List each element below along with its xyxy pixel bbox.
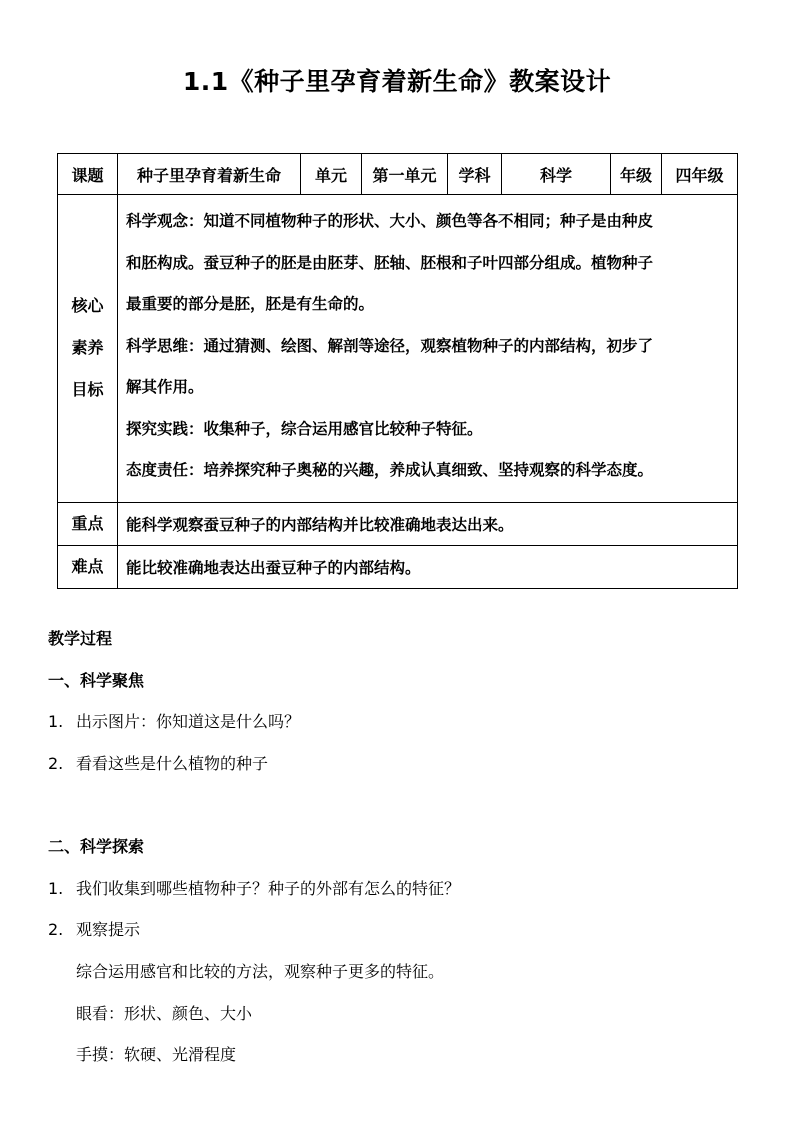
section-heading: 二、科学探索 [48, 837, 145, 856]
difficulty-label: 难点 [58, 545, 118, 588]
sub-line: 综合运用感官和比较的方法，观察种子更多的特征。 [76, 962, 445, 981]
goal-line: 和胚构成。蚕豆种子的胚是由胚芽、胚轴、胚根和子叶四部分组成。植物种子 [126, 253, 654, 272]
item-number: 2. [48, 754, 64, 773]
key-point-row [58, 502, 738, 545]
table-cell: 单元 [301, 154, 362, 195]
item-number: 1. [48, 712, 64, 731]
table-cell: 种子里孕育着新生命 [118, 154, 301, 195]
list-item [48, 709, 300, 732]
label-line: 素养 [71, 338, 104, 358]
label-line: 目标 [71, 380, 104, 400]
key-point-label: 重点 [58, 502, 118, 545]
sub-line: 眼看：形状、颜色、大小 [76, 1004, 253, 1023]
goal-line: 科学思维：通过猜测、绘图、解剖等途径，观察植物种子的内部结构，初步了 [126, 336, 654, 355]
list-item [48, 876, 460, 899]
list-item [48, 917, 140, 940]
item-text: 我们收集到哪些植物种子？种子的外部有怎么的特征？ [76, 879, 461, 898]
item-number: 1. [48, 879, 64, 898]
table-cell: 课题 [58, 154, 118, 195]
item-text: 出示图片：你知道这是什么吗？ [76, 712, 301, 731]
goal-line: 科学观念：知道不同植物种子的形状、大小、颜色等各不相同；种子是由种皮 [126, 212, 654, 230]
table-cell: 科学 [502, 154, 611, 195]
process-heading: 教学过程 [48, 629, 113, 648]
item-text: 看看这些是什么植物的种子 [76, 754, 269, 773]
document-title: 1.1《种子里孕育着新生命》教案设计 [182, 67, 612, 96]
label-line: 核心 [71, 296, 104, 316]
list-item [48, 751, 268, 774]
table-cell: 学科 [448, 154, 502, 195]
item-text: 观察提示 [76, 920, 141, 939]
table-cell: 四年级 [662, 154, 738, 195]
sub-line: 手摸：软硬、光滑程度 [76, 1045, 237, 1064]
difficulty-text: 能比较准确地表达出蚕豆种子的内部结构。 [118, 545, 738, 588]
table-cell: 年级 [611, 154, 662, 195]
goal-line: 态度责任：培养探究种子奥秘的兴趣，养成认真细致、坚持观察的科学态度。 [126, 461, 654, 479]
goal-line: 解其作用。 [126, 378, 204, 396]
goal-line: 最重要的部分是胚，胚是有生命的。 [126, 295, 375, 313]
item-number: 2. [48, 920, 64, 939]
table-header-row [58, 154, 738, 195]
lesson-info-table [57, 153, 738, 589]
core-goals-label [58, 195, 118, 503]
core-goals-row [58, 195, 738, 503]
core-goals-content [118, 195, 738, 503]
difficulty-row [58, 545, 738, 588]
table-cell: 第一单元 [362, 154, 448, 195]
key-point-text: 能科学观察蚕豆种子的内部结构并比较准确地表达出来。 [118, 502, 738, 545]
goal-line: 探究实践：收集种子，综合运用感官比较种子特征。 [126, 419, 483, 438]
section-heading: 一、科学聚焦 [48, 671, 145, 690]
